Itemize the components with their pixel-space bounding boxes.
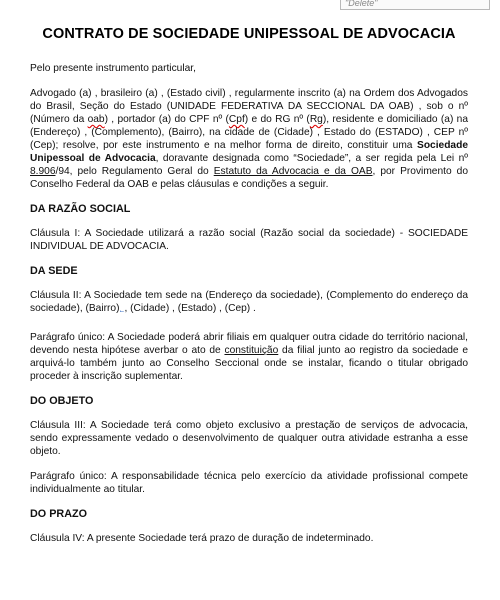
search-input[interactable]: "Delete" <box>340 0 490 10</box>
section-heading-prazo: DO PRAZO <box>30 508 87 520</box>
law-link[interactable]: 8.906 <box>30 166 56 177</box>
parties-paragraph: Advogado (a) , brasileiro (a) , (Estado civil) , regularmente inscrito (a) na Ordem dos Advogados do Brasil, Seção do Estado (UNIDADE FEDERATIVA DA SECCIONAL DA OAB) , sob o nº (Número da oab) , portador (a) do CPF nº (Cpf) e do RG nº (Rg), residente e domiciliado (a) na (Endereço) , (Complemento), (Bairro), na cidade de (Cidade) , Estado do (ESTADO) , CEP nº (Cep); resolve, por este instrumento e na melhor forma de direito, constituir uma Sociedade Unipessoal de Advocacia, doravante designada como “Sociedade”, a ser regida pela Lei nº 8.906/94, pelo Regulamento Geral do Estatuto da Advocacia e da OAB, por Provimento do Conselho Federal da OAB e pelas cláusulas e condições a seguir. <box>30 88 468 190</box>
document-title: CONTRATO DE SOCIEDADE UNIPESSOAL DE ADVOCACIA <box>42 26 456 42</box>
spellcheck-word[interactable]: Cpf <box>228 114 245 125</box>
spellcheck-word[interactable]: Rg <box>309 114 323 125</box>
section-heading-razao-social: DA RAZÃO SOCIAL <box>30 203 131 215</box>
statute-link[interactable]: Estatuto da Advocacia e da OAB <box>213 166 373 177</box>
section-heading-objeto: DO OBJETO <box>30 395 94 407</box>
clause-2: Cláusula II: A Sociedade tem sede na (Endereço da sociedade), (Complemento do endereço da sociedade), (Bairro)⌙, (Cidade) , (Estado) , (Cep) . <box>30 290 468 315</box>
constituicao-link[interactable]: constituição <box>224 345 279 356</box>
clause-3-paragraph: Parágrafo único: A responsabilidade técnica pelo exercício da atividade profissional compete individualmente ao titular. <box>30 471 468 495</box>
section-heading-sede: DA SEDE <box>30 265 78 277</box>
clause-2-paragraph: Parágrafo único: A Sociedade poderá abrir filiais em qualquer outra cidade do território nacional, devendo nesta hipótese averbar o ato de constituição da filial junto ao registro da sociedade e arquivá-lo também junto ao Conselho Seccional onde se instalar, ficando o titular obrigado proceder à inscrição suplementar. <box>30 332 468 382</box>
toolbar <box>0 0 500 12</box>
clause-4: Cláusula IV: A presente Sociedade terá prazo de duração de indeterminado. <box>30 533 374 544</box>
document-page <box>30 26 468 557</box>
intro-paragraph: Pelo presente instrumento particular, <box>30 63 196 74</box>
clause-1: Cláusula I: A Sociedade utilizará a razão social (Razão social da sociedade) - SOCIEDADE INDIVIDUAL DE ADVOCACIA. <box>30 228 468 252</box>
clause-3: Cláusula III: A Sociedade terá como objeto exclusivo a prestação de serviços de advocacia, sendo expressamente vedado o desenvolvimento de qualquer outra atividade estranha a esse objeto. <box>30 420 468 457</box>
paragraph-mark-icon: ⌙ <box>119 309 125 315</box>
spellcheck-word[interactable]: oab <box>87 114 105 125</box>
